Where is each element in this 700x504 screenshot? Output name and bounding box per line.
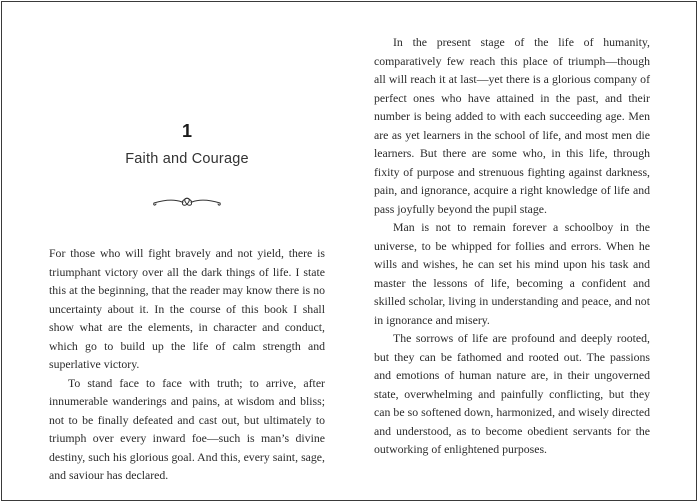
- chapter-number: 1: [181, 121, 192, 141]
- paragraph: The sorrows of life are profound and deeply rooted, but they can be fathomed and rooted out. The passions and emotions of human nature are, in their ungoverned state, overwhelming and painfully conflicting, but they can be so softened down, harmonized, and wisely directed and understood, as to become obedient servants for the outworking of enlightened purposes.: [374, 331, 650, 456]
- flourish-ornament-icon: [152, 194, 222, 210]
- right-body-text: [374, 33, 650, 459]
- paragraph: In the present stage of the life of humanity, comparatively few reach this place of triumph—though all will reach it at last—yet there is a glorious company of perfect ones who have attained in the past, and their number is being added to with each succeeding age. Men are as yet learners in the school of life, and most men die learners. But there are some who, in this life, through fixity of purpose and strenuous fighting against darkness, pain, and ignorance, acquire a right knowledge of life and pass joyfully beyond the pupil stage.: [374, 35, 650, 216]
- left-body-text: [49, 244, 325, 485]
- paragraph: For those who will fight bravely and not yield, there is triumphant victory over all the dark things of life. I state this at the beginning, that the reader may know there is no uncertainty about it. In the course of this book I shall show what are the elements, in character and conduct, which go to build up the life of calm strength and superlative victory.: [49, 246, 325, 371]
- paragraph: To stand face to face with truth; to arrive, after innumerable wanderings and pains, at wisdom and bliss; not to be finally defeated and cast out, but ultimately to triumph over every inward foe—such is man’s divine destiny, such his glorious goal. And this, every saint, sage, and saviour has declared.: [49, 375, 325, 482]
- paragraph: Man is not to remain forever a schoolboy in the universe, to be whipped for follies and errors. When he wills and wishes, he can set his mind upon his task and master the lessons of life, becoming a confident and skilled scholar, living in understanding and peace, and not in ignorance and misery.: [374, 220, 650, 327]
- chapter-title: Faith and Courage: [125, 151, 249, 167]
